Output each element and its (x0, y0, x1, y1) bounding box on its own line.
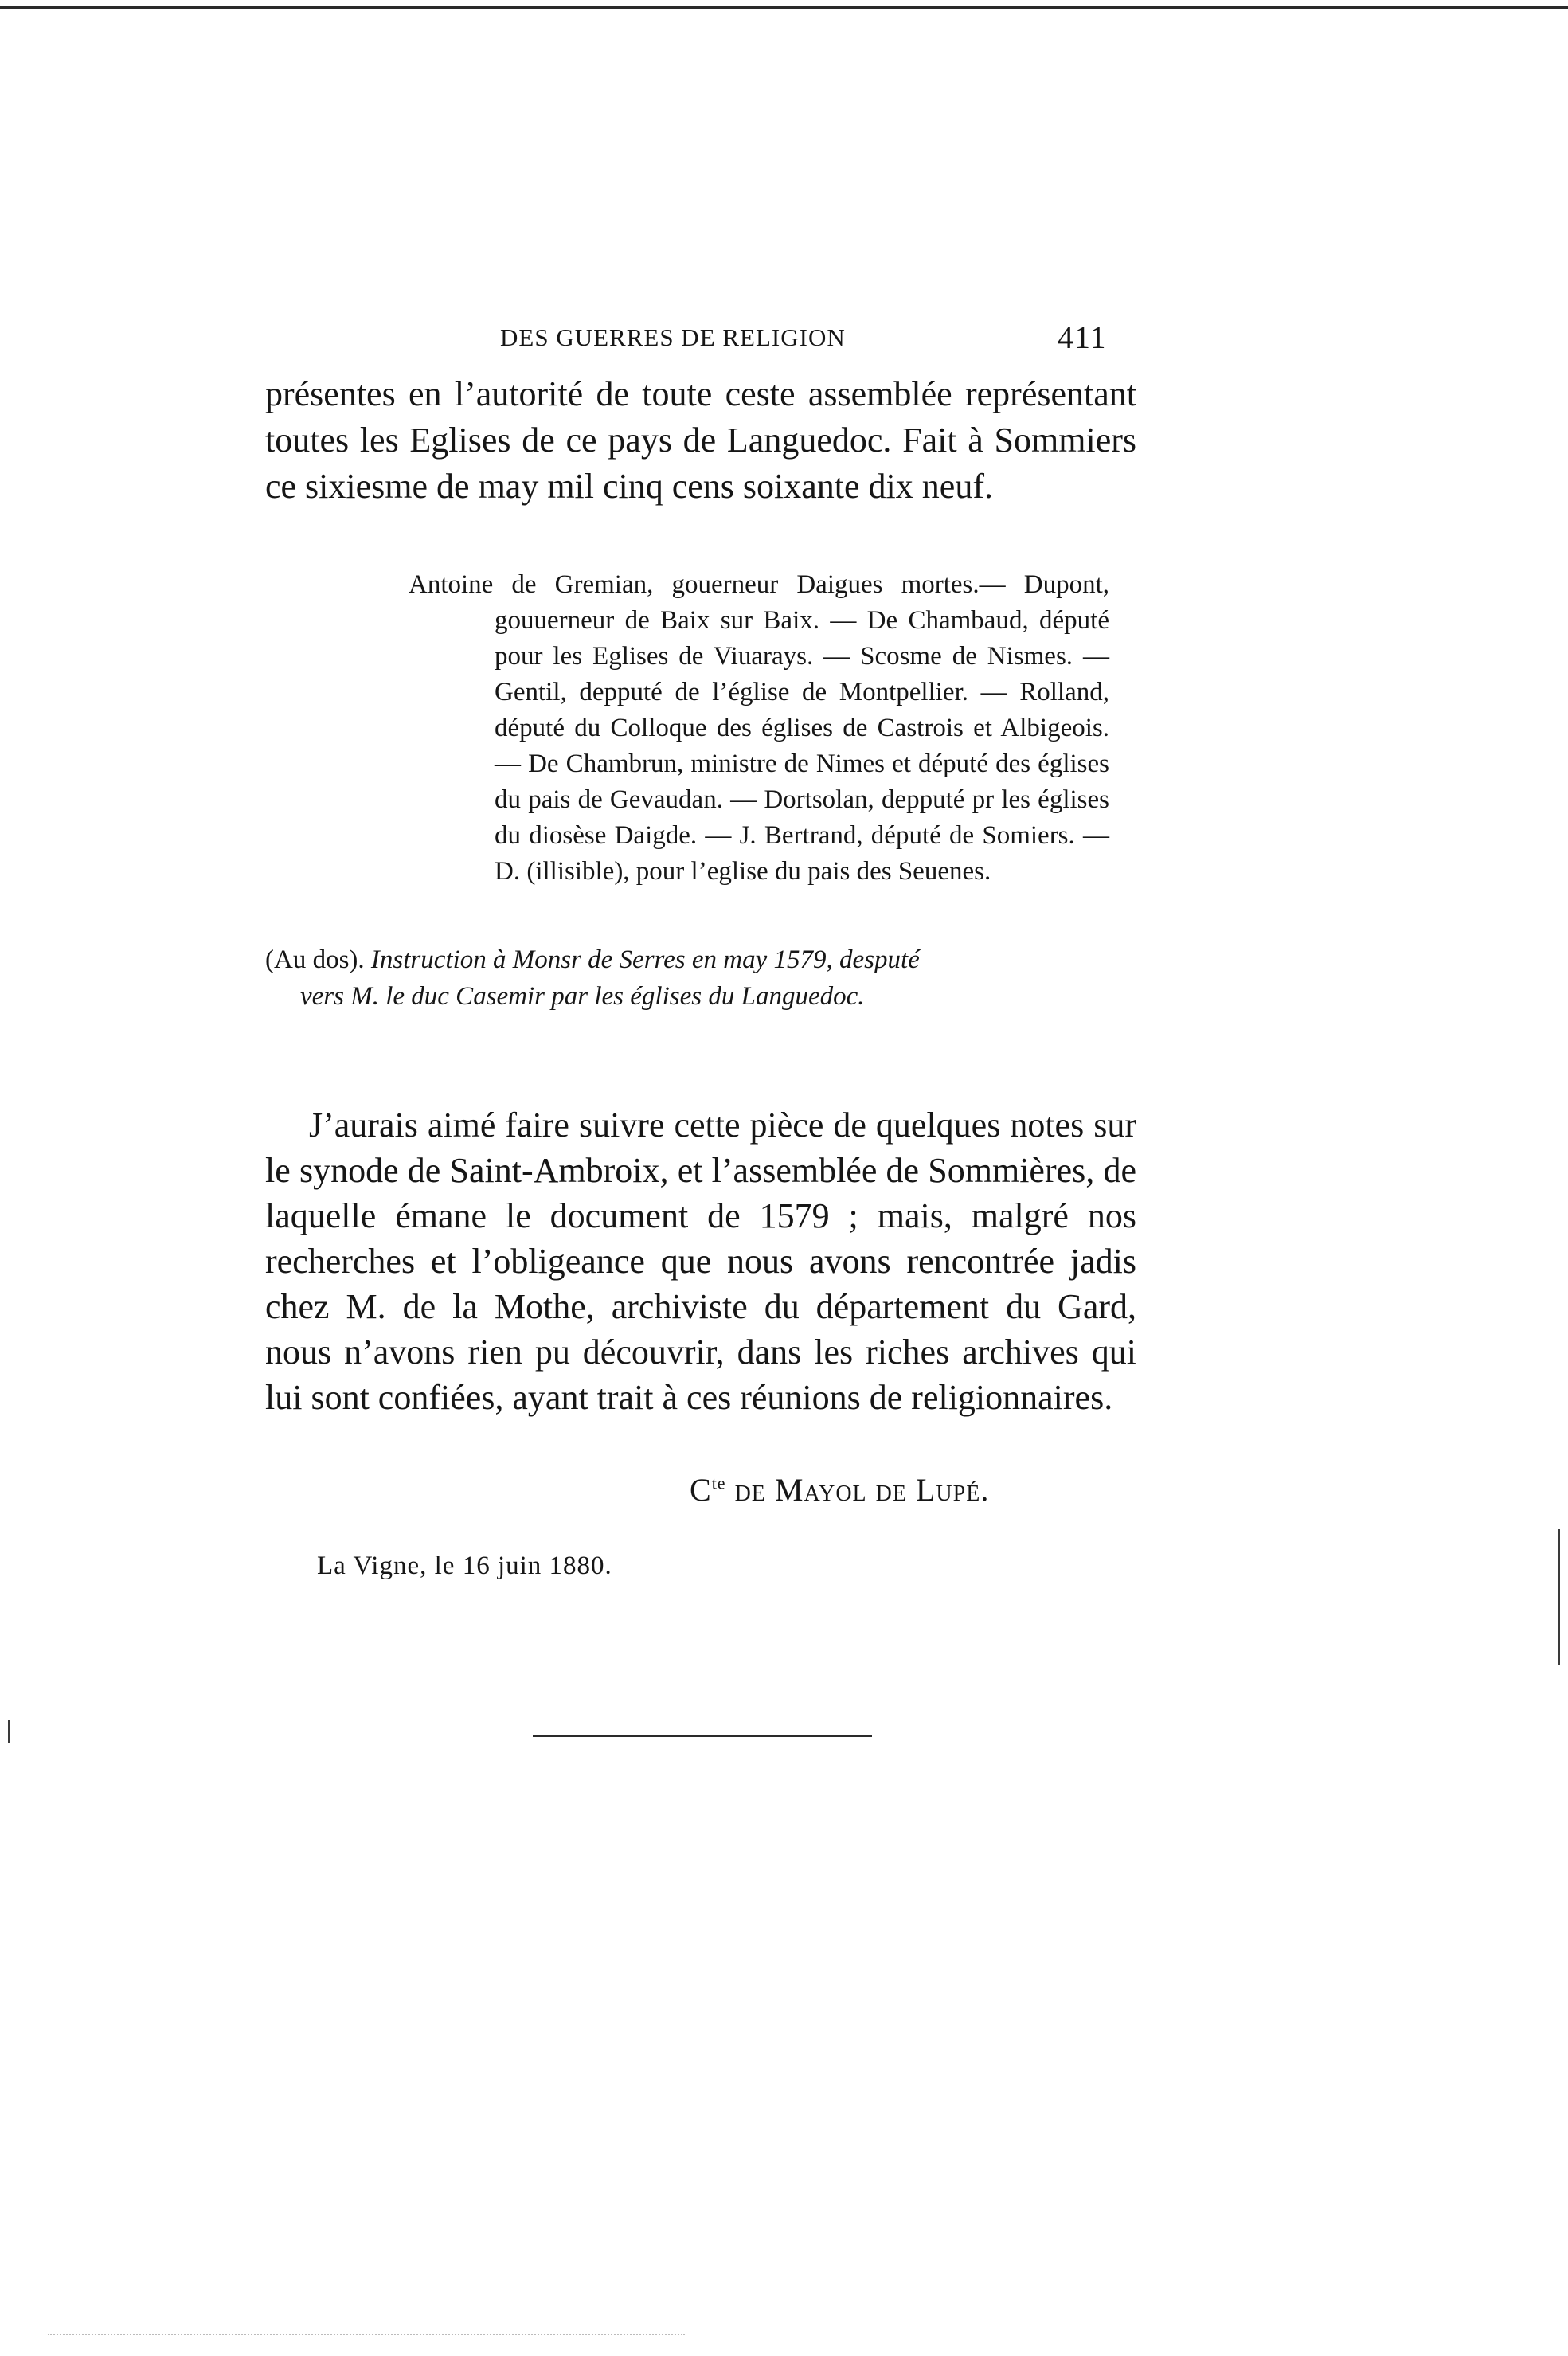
end-rule (533, 1735, 872, 1737)
signature-title-sup: te (711, 1473, 726, 1493)
top-scan-rule (0, 6, 1568, 9)
place-date: La Vigne, le 16 juin 1880. (317, 1552, 612, 1580)
main-paragraph: présentes en l’autorité de toute ceste assemblée représentant toutes les Eglises de ce pays de Languedoc. Fait à Sommiers ce sixiesme de may mil cinq cens soixante dix neuf. (265, 374, 1136, 506)
signature-name: de Mayol de Lupé. (734, 1472, 990, 1508)
right-edge-mark (1558, 1529, 1560, 1665)
author-signature (690, 1471, 989, 1509)
endorsement-note (265, 941, 926, 1015)
page-number: 411 (1058, 319, 1107, 355)
bottom-scan-dots (48, 2334, 685, 2337)
signatures-block: Antoine de Gremian, gouerneur Daigues mortes.— Dupont, gouuerneur de Baix sur Baix. — De Chambaud, député pour les Eglises de Viuarays. — Scosme de Nismes. — Gentil, depputé de l’église de Montpellier. — Rolland, député du Colloque des églises de Castrois et Albigeois. — De Chambrun, ministre de Nimes et député des églises du pais de Gevaudan. — Dortsolan, depputé pr les églises du diosèse Daigde. — J. Bertrand, député de Somiers. — D. (illisible), pour l’eglise du pais des Seuenes. (409, 570, 1109, 886)
running-title: DES GUERRES DE RELIGION (500, 323, 846, 351)
author-paragraph: J’aurais aimé faire suivre cette pièce de quelques notes sur le synode de Saint-Ambroix, et l’assemblée de Sommières, de laquelle émane le document de 1579 ; mais, malgré nos recherches et l’obligeance que nous avons rencontrée jadis chez M. de la Mothe, archiviste du département du Gard, nous n’avons rien pu découvrir, dans les riches archives qui lui sont confiées, ayant trait à ces réunions de religionnaires. (265, 1106, 1136, 1417)
signature-title: C (690, 1472, 712, 1508)
left-edge-mark (8, 1720, 10, 1743)
endorsement-prefix: (Au dos). (265, 945, 365, 974)
endorsement-text: Instruction à Monsr de Serres en may 1579, desputé vers M. le duc Casemir par les églises du Languedoc. (300, 945, 920, 1011)
